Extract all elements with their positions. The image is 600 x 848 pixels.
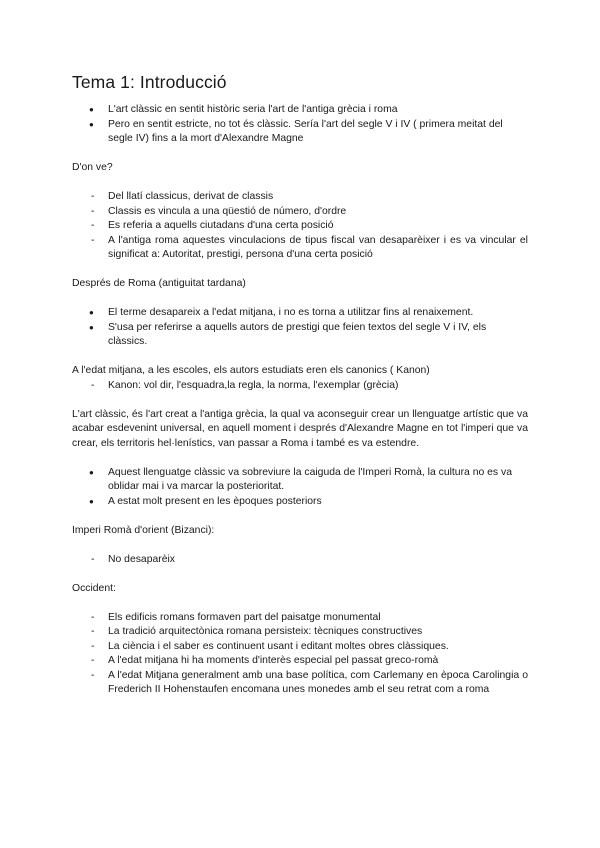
middle-ages-dash-list bbox=[72, 379, 528, 394]
list-item: - A l'antiga roma aquestes vinculacions de tipus fiscal van desaparèixer i es va vincular el significat a: Autoritat, prestigi, persona d'una certa posició bbox=[72, 234, 528, 263]
list-item: - No desaparèix bbox=[72, 553, 528, 568]
section-heading-west: Occident: bbox=[72, 582, 116, 594]
list-item: - La ciència i el saber es continuent usant i editant moltes obres clàssiques. bbox=[72, 640, 528, 655]
list-item: - La tradició arquitectònica romana persisteix: tècniques constructives bbox=[72, 625, 528, 640]
page-title: Tema 1: Introducció bbox=[72, 72, 227, 92]
classical-art-bullet-list bbox=[72, 466, 528, 510]
document-body bbox=[72, 103, 528, 698]
list-item: - Classis es vincula a una qüestió de número, d'ordre bbox=[72, 205, 528, 220]
list-item: - A l'edat Mitjana generalment amb una base política, com Carlemany en època Carolingia o Frederich II Hohenstaufen encomana unes monedes amb el seu retrat com a roma bbox=[72, 669, 528, 698]
section-heading-origin: D'on ve? bbox=[72, 162, 113, 173]
list-item: - Es referia a aquells ciutadans d'una certa posició bbox=[72, 219, 528, 234]
list-item: - Els edificis romans formaven part del paisatge monumental bbox=[72, 611, 528, 626]
list-item: - A l'edat mitjana hi ha moments d'interès especial pel passat greco-romà bbox=[72, 654, 528, 669]
west-dash-list bbox=[72, 611, 528, 698]
section-heading-middle-ages: A l'edat mitjana, a les escoles, els autors estudiats eren els canonics ( Kanon) bbox=[72, 365, 430, 376]
list-item: ● Pero en sentit estricte, no tot és clàssic. Sería l'art del segle V i IV ( primera meitat del segle IV) fins a la mort d'Alexandre Magne bbox=[72, 118, 528, 147]
list-item: ● L'art clàssic en sentit històric seria l'art de l'antiga grècia i roma bbox=[72, 103, 528, 118]
list-item: - Del llatí classicus, derivat de classis bbox=[72, 190, 528, 205]
after-rome-bullet-list bbox=[72, 306, 528, 350]
list-item: ● Aquest llenguatge clàssic va sobreviure la caiguda de l'Imperi Romà, la cultura no es va oblidar mai i va marcar la posterioritat. bbox=[72, 466, 528, 495]
list-item: ● A estat molt present en les èpoques posteriors bbox=[72, 495, 528, 510]
classical-art-paragraph: L'art clàssic, és l'art creat a l'antiga grècia, la qual va aconseguir crear un llenguatge artístic que va acabar esdevenint universal, en aquell moment i després d'Alexandre Magne en tot l'imperi que va crear, els territoris hel·lenístics, van passar a Roma i també es va estendre. bbox=[72, 408, 528, 449]
intro-bullet-list bbox=[72, 103, 528, 147]
section-heading-east-empire: Imperi Romà d'orient (Bizanci): bbox=[72, 524, 215, 536]
list-item: - Kanon: vol dir, l'esquadra,la regla, la norma, l'exemplar (grècia) bbox=[72, 379, 528, 394]
section-heading-after-rome: Després de Roma (antiguitat tardana) bbox=[72, 278, 246, 289]
east-empire-dash-list bbox=[72, 553, 528, 568]
list-item: ● El terme desapareix a l'edat mitjana, i no es torna a utilitzar fins al renaixement. bbox=[72, 306, 528, 321]
origin-dash-list bbox=[72, 190, 528, 263]
list-item: ● S'usa per referirse a aquells autors de prestigi que feien textos del segle V i IV, els clàssics. bbox=[72, 321, 528, 350]
